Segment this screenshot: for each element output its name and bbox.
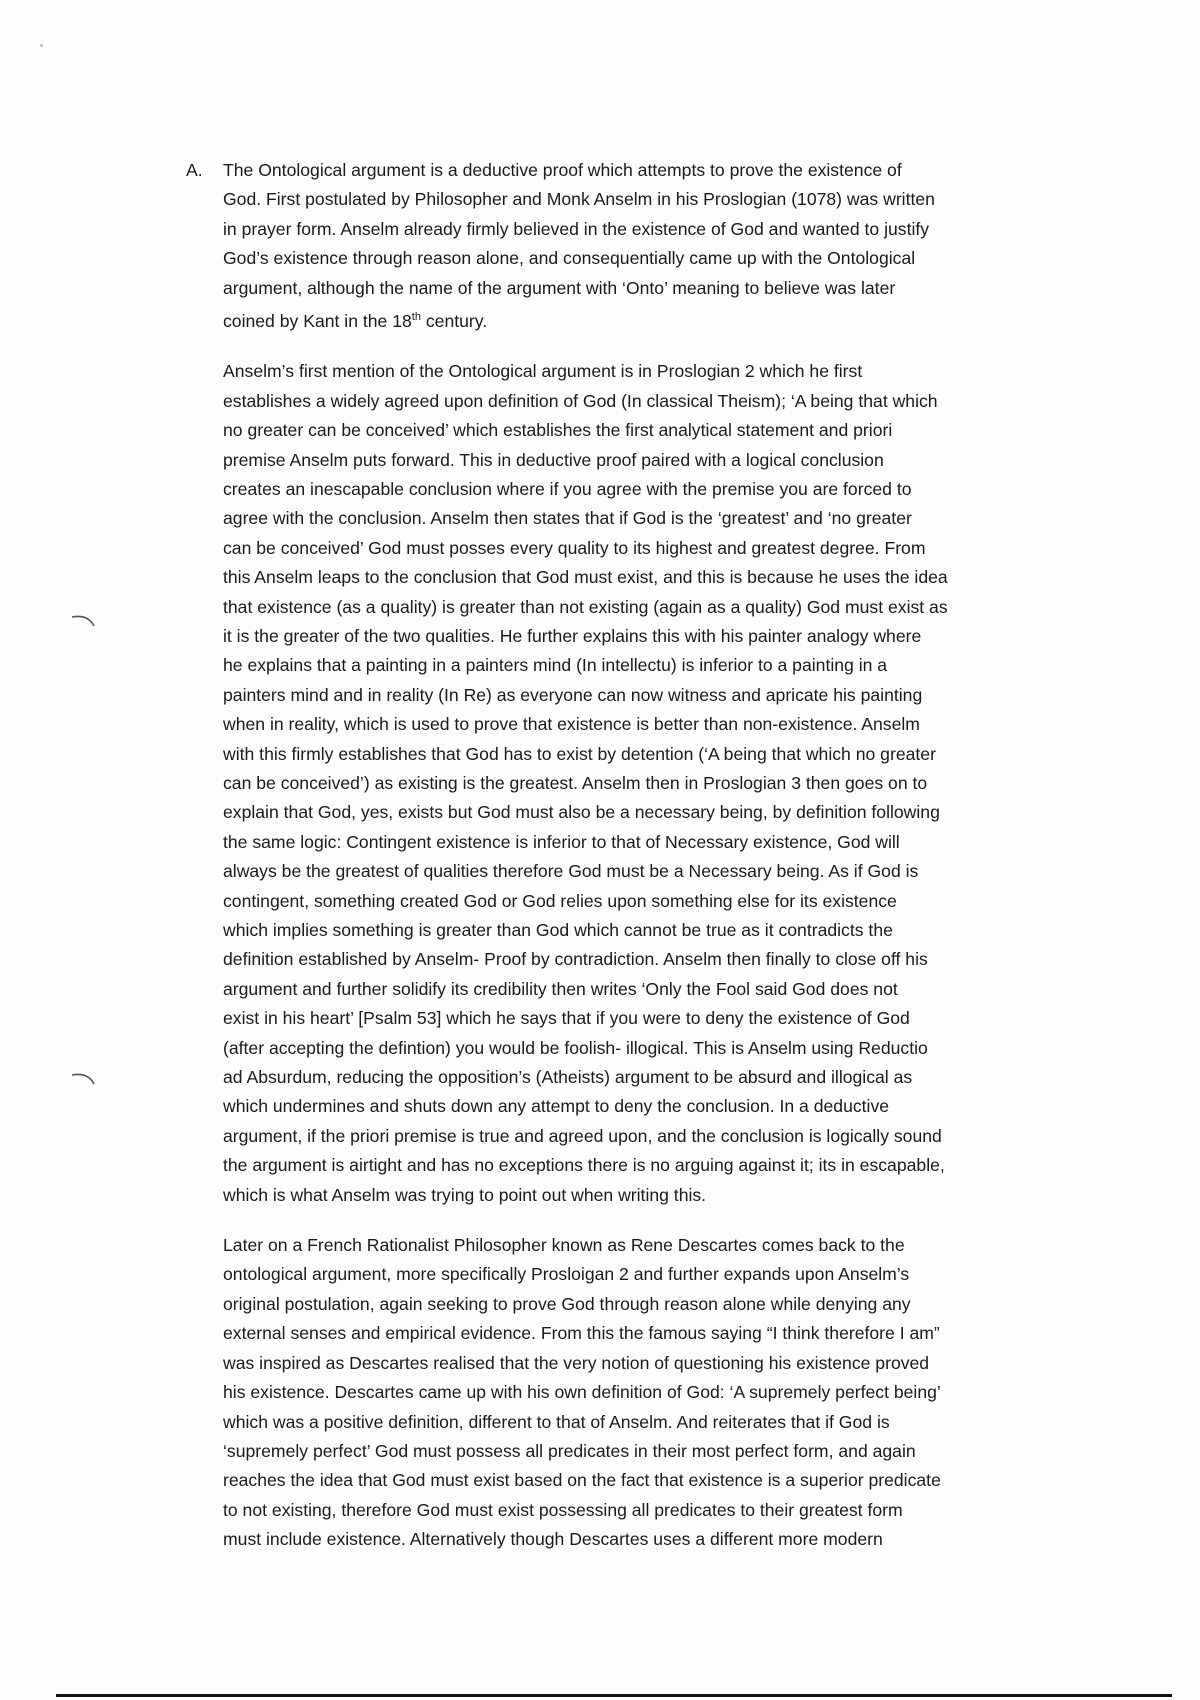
text-line: God’s existence through reason alone, and consequentially came up with the Ontological [223, 248, 916, 269]
paragraph [223, 357, 1073, 1210]
text-line: God. First postulated by Philosopher and Monk Anselm in his Proslogian (1078) was written [223, 189, 935, 210]
text-line: to not existing, therefore God must exist possessing all predicates to their greatest form [223, 1499, 903, 1520]
text-line: his existence. Descartes came up with his own definition of God: ‘A supremely perfect being’ [223, 1382, 941, 1403]
text-line: when in reality, which is used to prove that existence is better than non-existence. Anselm [223, 714, 920, 735]
text-line: (after accepting the defintion) you would be foolish- illogical. This is Anselm using Reductio [223, 1037, 928, 1058]
text-line: was inspired as Descartes realised that the very notion of questioning his existence proved [223, 1352, 930, 1373]
text-line: in prayer form. Anselm already firmly believed in the existence of God and wanted to justify [223, 218, 930, 239]
text-line: definition established by Anselm- Proof by contradiction. Anselm then finally to close off his [223, 949, 928, 970]
ordinal-superscript: th [411, 311, 421, 324]
text-line: The Ontological argument is a deductive proof which attempts to prove the existence of [223, 160, 902, 180]
text-line: external senses and empirical evidence. From this the famous saying “I think therefore I am” [223, 1323, 940, 1344]
essay-body [186, 156, 1073, 1576]
text-line: argument, although the name of the argument with ‘Onto’ meaning to believe was later [223, 277, 896, 298]
paragraph [223, 1231, 1073, 1554]
text-line: premise Anselm puts forward. This in deductive proof paired with a logical conclusion [223, 449, 884, 470]
text-line: ad Absurdum, reducing the opposition’s (Atheists) argument to be absurd and illogical as [223, 1067, 913, 1088]
text-line: which implies something is greater than God which cannot be true as it contradicts the [223, 920, 893, 941]
text-line [223, 303, 1073, 336]
text-line: that existence (as a quality) is greater than not existing (again as a quality) God must exist as [223, 596, 948, 617]
text-line: ontological argument, more specifically Prosloigan 2 and further expands upon Anselm’s [223, 1264, 910, 1285]
text-line: original postulation, again seeking to prove God through reason alone while denying any [223, 1293, 911, 1314]
text-line: reaches the idea that God must exist based on the fact that existence is a superior predicate [223, 1470, 941, 1491]
text-line: Later on a French Rationalist Philosopher known as Rene Descartes comes back to the [223, 1235, 905, 1256]
text-line: must include existence. Alternatively though Descartes uses a different more modern [223, 1529, 883, 1550]
margin-tick-mark [70, 1070, 98, 1092]
text-line: ‘supremely perfect’ God must possess all predicates in their most perfect form, and again [223, 1440, 916, 1461]
text-line: the argument is airtight and has no exceptions there is no arguing against it; its in escapable, [223, 1155, 945, 1176]
text-line: can be conceived’ God must posses every quality to its highest and greatest degree. From [223, 537, 926, 558]
text-line: can be conceived’) as existing is the greatest. Anselm then in Proslogian 3 then goes on to [223, 772, 928, 793]
text-line: argument and further solidify its credibility then writes ‘Only the Fool said God does not [223, 978, 898, 999]
text-line: which is what Anselm was trying to point out when writing this. [223, 1184, 707, 1205]
text-line: this Anselm leaps to the conclusion that God must exist, and this is because he uses the idea [223, 567, 948, 588]
margin-tick-mark [70, 612, 98, 634]
text-line: painters mind and in reality (In Re) as everyone can now witness and apricate his painting [223, 684, 923, 705]
text-line: creates an inescapable conclusion where if you agree with the premise you are forced to [223, 478, 912, 499]
text-line: agree with the conclusion. Anselm then states that if God is the ‘greatest’ and ‘no greater [223, 508, 912, 529]
text-line: exist in his heart’ [Psalm 53] which he says that if you were to deny the existence of God [223, 1008, 910, 1029]
text-line: it is the greater of the two qualities. He further explains this with his painter analogy where [223, 625, 922, 646]
section-label: A. [186, 160, 203, 180]
text-line: Anselm’s first mention of the Ontological argument is in Proslogian 2 which he first [223, 361, 863, 382]
page-bottom-rule [56, 1694, 1172, 1697]
text-line: he explains that a painting in a painters mind (In intellectu) is inferior to a painting in a [223, 655, 888, 676]
text-fragment: coined by Kant in the 18 [223, 310, 412, 331]
text-fragment: century. [420, 310, 488, 331]
scan-speck [40, 44, 43, 47]
text-line: which was a positive definition, different to that of Anselm. And reiterates that if God is [223, 1411, 890, 1432]
text-line: with this firmly establishes that God has to exist by detention (‘A being that which no greater [223, 743, 936, 764]
text-line: argument, if the priori premise is true and agreed upon, and the conclusion is logically sound [223, 1125, 942, 1146]
text-line: always be the greatest of qualities therefore God must be a Necessary being. As if God is [223, 861, 919, 882]
text-line: no greater can be conceived’ which establishes the first analytical statement and priori [223, 420, 893, 441]
text-line: the same logic: Contingent existence is inferior to that of Necessary existence, God will [223, 831, 900, 852]
paragraph [223, 156, 1073, 336]
text-line: explain that God, yes, exists but God must also be a necessary being, by definition following [223, 802, 940, 823]
text-line: contingent, something created God or God relies upon something else for its existence [223, 890, 897, 911]
text-line: establishes a widely agreed upon definition of God (In classical Theism); ‘A being that which [223, 390, 938, 411]
paragraph-list [223, 156, 1073, 1555]
text-line: which undermines and shuts down any attempt to deny the conclusion. In a deductive [223, 1096, 890, 1117]
